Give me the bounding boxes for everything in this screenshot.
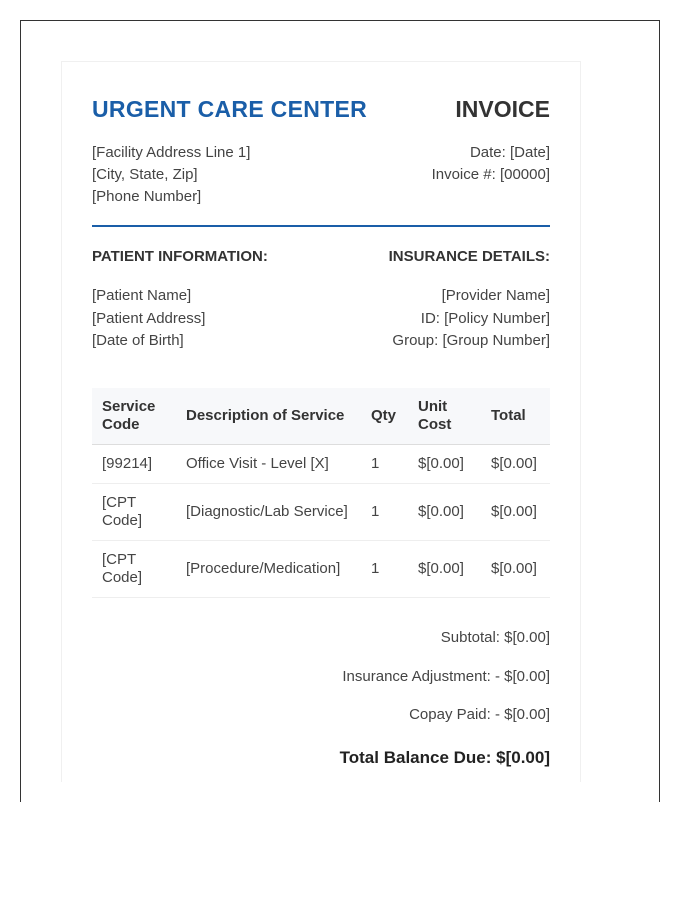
cell-service-code: [CPT Code] [92, 540, 176, 597]
facility-name: URGENT CARE CENTER [92, 96, 368, 122]
cell-qty: 1 [361, 444, 408, 483]
patient-info-heading: PATIENT INFORMATION: [92, 248, 268, 265]
section-headings [92, 248, 550, 265]
services-table [92, 388, 550, 598]
patient-name: [Patient Name] [92, 287, 192, 304]
facility-address-line-1: [Facility Address Line 1] [92, 144, 251, 161]
copay-paid: Copay Paid: - $[0.00] [409, 706, 550, 723]
cell-qty: 1 [361, 540, 408, 597]
invoice-meta [432, 142, 550, 208]
header-unit-cost: Unit Cost [408, 388, 481, 444]
insurance-provider: [Provider Name] [441, 287, 550, 304]
cell-qty: 1 [361, 483, 408, 540]
insurance-policy-id: ID: [Policy Number] [420, 309, 550, 327]
table-header-row [92, 388, 550, 444]
patient-dob: [Date of Birth] [92, 332, 184, 349]
invoice-header [92, 96, 550, 123]
patient-info [92, 285, 205, 353]
insurance-group: Group: [Group Number] [392, 332, 550, 349]
header-description: Description of Service [176, 388, 361, 444]
facility-and-meta [92, 142, 550, 208]
patient-address: [Patient Address] [92, 309, 206, 327]
cell-unit-cost: $[0.00] [408, 444, 481, 483]
invoice-card [61, 61, 581, 782]
facility-city-state-zip: [City, State, Zip] [92, 166, 198, 183]
table-row [92, 444, 550, 483]
patient-insurance-info [92, 285, 550, 353]
facility-address [92, 142, 250, 208]
totals-section [92, 628, 550, 768]
header-service-code: Service Code [92, 388, 176, 444]
table-row [92, 483, 550, 540]
table-row [92, 540, 550, 597]
cell-description: Office Visit - Level [X] [176, 444, 361, 483]
cell-unit-cost: $[0.00] [408, 540, 481, 597]
invoice-number: Invoice #: [00000] [431, 166, 550, 183]
header-qty: Qty [361, 388, 408, 444]
invoice-title: INVOICE [455, 96, 550, 122]
invoice-date: Date: [Date] [469, 144, 550, 161]
cell-total: $[0.00] [481, 540, 550, 597]
cell-description: [Diagnostic/Lab Service] [176, 483, 361, 540]
insurance-details-heading: INSURANCE DETAILS: [388, 248, 550, 265]
total-balance-due: Total Balance Due: $[0.00] [339, 747, 550, 767]
cell-total: $[0.00] [481, 483, 550, 540]
subtotal: Subtotal: $[0.00] [440, 629, 550, 646]
cell-description: [Procedure/Medication] [176, 540, 361, 597]
cell-unit-cost: $[0.00] [408, 483, 481, 540]
header-total: Total [481, 388, 550, 444]
cell-service-code: [99214] [92, 444, 176, 483]
facility-phone: [Phone Number] [92, 188, 202, 205]
insurance-adjustment: Insurance Adjustment: - $[0.00] [342, 667, 550, 685]
cell-total: $[0.00] [481, 444, 550, 483]
cell-service-code: [CPT Code] [92, 483, 176, 540]
insurance-info [392, 285, 550, 353]
header-divider [92, 225, 550, 227]
